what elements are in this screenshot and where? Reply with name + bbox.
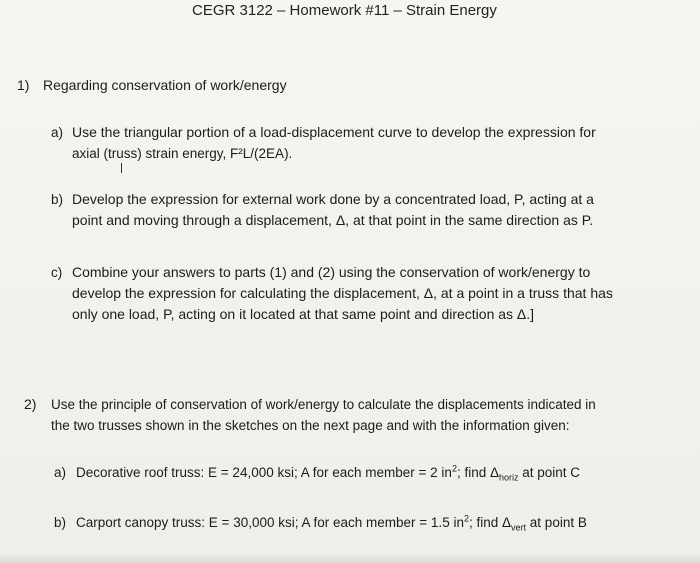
question-1b-label: b) — [51, 192, 64, 207]
question-2b-text: Carport canopy truss: E = 30,000 ksi; A for each member = 1.5 $in^2$; find $\Delta_{vert}$ at point B — [76, 513, 587, 533]
question-1c-line1: Combine your answers to parts (1) and (2) using the conservation of work/energy to — [72, 264, 591, 280]
question-1a-line1: Use the triangular portion of a load-displacement curve to develop the expression for — [72, 124, 596, 140]
question-1-text: Regarding conservation of work/energy — [43, 77, 287, 93]
question-1a-label: a) — [51, 125, 64, 140]
question-1c-line3: only one load, P, acting on it located at that same point and direction as Δ.] — [72, 306, 535, 322]
question-2-number: 2) — [24, 396, 37, 412]
question-1-number: 1) — [17, 77, 30, 93]
question-1c-line2: develop the expression for calculating the displacement, Δ, at a point in a truss that has — [72, 285, 613, 301]
question-1c-label: c) — [51, 265, 63, 280]
question-2-line1: Use the principle of conservation of work/energy to calculate the displacements indicated in — [51, 397, 596, 412]
text-cursor-mark — [121, 163, 122, 173]
page-bottom-shadow — [0, 553, 700, 563]
question-2-line2: the two trusses shown in the sketches on the next page and with the information given: — [51, 418, 570, 433]
question-1a-line2: axial (truss) strain energy, F²L/(2EA). — [72, 146, 293, 161]
question-1b-line2: point and moving through a displacement, Δ, at that point in the same direction as P. — [72, 212, 594, 228]
page-title: CEGR 3122 – Homework #11 – Strain Energy — [192, 2, 497, 19]
question-2a-text: Decorative roof truss: E = 24,000 ksi; A for each member = 2 $in^2$; find $\Delta_{horiz}$ at point C — [76, 463, 581, 483]
question-2b-label: b) — [54, 515, 67, 530]
question-2a-label: a) — [54, 465, 67, 480]
question-1b-line1: Develop the expression for external work done by a concentrated load, P, acting at a — [72, 191, 594, 207]
